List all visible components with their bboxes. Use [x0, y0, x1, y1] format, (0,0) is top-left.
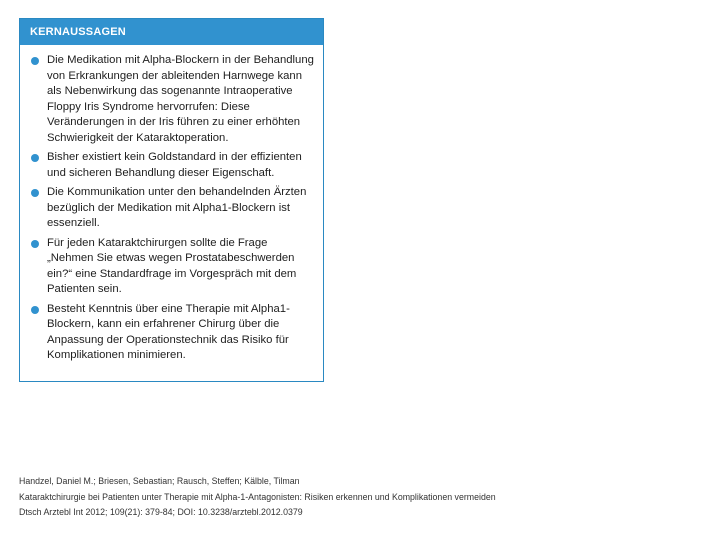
bullet-icon — [31, 189, 39, 197]
list-item-text: Für jeden Kataraktchirurgen sollte die Frage „Nehmen Sie etwas wegen Prostatabeschwerden ein?“ eine Standardfrage im Vorgespräch mit dem Patienten sein. — [47, 236, 297, 295]
bullet-icon — [31, 240, 39, 248]
key-statements-list — [20, 45, 323, 364]
citation — [19, 474, 496, 521]
list-item — [30, 150, 315, 181]
list-item — [30, 53, 315, 146]
list-item-text: Bisher existiert kein Goldstandard in der effizienten und sicheren Behandlung dieser Eigenschaft. — [47, 151, 302, 179]
box-title: KERNAUSSAGEN — [20, 19, 323, 45]
key-statements-box — [19, 18, 324, 382]
list-item — [30, 236, 315, 298]
bullet-icon — [31, 306, 39, 314]
citation-authors: Handzel, Daniel M.; Briesen, Sebastian; Rausch, Steffen; Kälble, Tilman — [19, 476, 300, 486]
list-item-text: Die Kommunikation unter den behandelnden Ärzten bezüglich der Medikation mit Alpha1-Blockern ist essenziell. — [47, 186, 307, 229]
bullet-icon — [31, 57, 39, 65]
list-item-text: Die Medikation mit Alpha-Blockern in der Behandlung von Erkrankungen der ableitenden Harnwege kann als Nebenwirkung das sogenannte Intraoperative Floppy Iris Syndrome hervorrufen: Diese Veränderungen in der Iris führen zu einer erhöhten Schwierigkeit der Kataraktoperation. — [47, 54, 314, 144]
list-item — [30, 185, 315, 232]
bullet-icon — [31, 154, 39, 162]
list-item — [30, 302, 315, 364]
citation-title: Kataraktchirurgie bei Patienten unter Therapie mit Alpha-1-Antagonisten: Risiken erkennen und Komplikationen vermeiden — [19, 491, 496, 502]
list-item-text: Besteht Kenntnis über eine Therapie mit Alpha1-Blockern, kann ein erfahrener Chirurg über die Anpassung der Operationstechnik das Risiko für Komplikationen minimieren. — [47, 302, 290, 361]
citation-source: Dtsch Arztebl Int 2012; 109(21): 379-84; DOI: 10.3238/arztebl.2012.0379 — [19, 507, 303, 517]
